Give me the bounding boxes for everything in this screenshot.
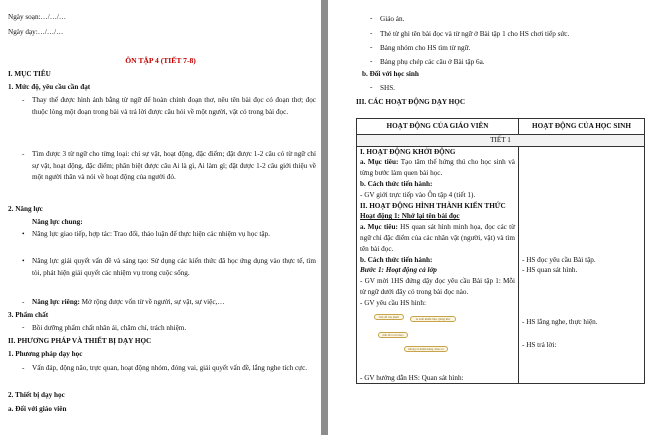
- bullet: -: [22, 364, 25, 372]
- bullet: -: [370, 14, 373, 22]
- activity-heading-1: I. HOẠT ĐỘNG KHỞI ĐỘNG: [360, 147, 456, 156]
- subsection-nang-luc: 2. Năng lực: [8, 205, 43, 213]
- table-header-row: [357, 119, 645, 135]
- bullet: -: [370, 29, 373, 37]
- lesson-table: [356, 118, 645, 384]
- tiet-heading: TIẾT 1: [357, 134, 645, 146]
- goal-paragraph-2: Tìm được 3 từ ngữ cho từng loại: chỉ sự vật, hoạt động, đặc điểm; đặt được 1-2 câu có từ ngữ chỉ sự vật, hoạt động, đặc điểm; phân biệt được câu Ai là gì, Ai làm gì; đặt được 1-2 câu giới thiệu về một người thân và nói về hoạt động của người đó.: [32, 150, 316, 182]
- picture-label: tu xuất khiến liệu, giúng khó: [410, 316, 456, 322]
- spacer: [522, 147, 641, 255]
- nang-luc-rieng-text: Mở rộng được vốn từ về người, sự vật, sự việc,…: [79, 298, 225, 306]
- section-hoat-dong: III. CÁC HOẠT ĐỘNG DẠY HỌC: [356, 98, 466, 106]
- student-step-3: - HS lắng nghe, thực hiện.: [522, 318, 598, 327]
- bullet: -: [370, 57, 373, 65]
- nang-luc-rieng-label: Năng lực riêng:: [32, 298, 80, 306]
- illustration-image: [374, 312, 456, 356]
- nang-luc-rieng: [32, 298, 225, 307]
- subsection-pham-chat: 3. Phẩm chất: [8, 311, 49, 319]
- objective-label: a. Mục tiêu:: [360, 158, 399, 167]
- bullet: -: [22, 323, 25, 331]
- step-1-heading: Bước 1: Hoạt động cả lớp: [360, 266, 437, 275]
- nang-luc-bullet-2: Năng lực giải quyết vấn đề và sáng tạo: Sử dụng các kiến thức đã học ứng dụng vào thực tế, tìm tòi, phát hiện giải quyết các nhiệm vụ trong cuộc sống.: [32, 257, 316, 277]
- bullet: -: [370, 43, 373, 51]
- phuong-phap-text: Vấn đáp, động não, trực quan, hoạt động nhóm, đóng vai, giải quyết vấn đề, lắng nghe tích cực.: [32, 364, 308, 372]
- subsection-giao-vien: a. Đối với giáo viên: [8, 405, 67, 413]
- bullet-dot: •: [22, 257, 25, 265]
- date-soan: Ngày soạn:…/…/…: [8, 13, 67, 21]
- goal-paragraph-1: Thay thế được hình ảnh bằng từ ngữ để hoàn chỉnh đoạn thơ, nêu tên bài đọc có đoạn thơ; đọc thuộc lòng một đoạn trong bài và trả lời được câu hỏi về một người, vật có trong bài đọc.: [32, 96, 316, 116]
- nang-luc-bullet-1: Năng lực giao tiếp, hợp tác: Trao đổi, thảo luận để thực hiện các nhiệm vụ học tập.: [32, 230, 270, 238]
- header-teacher: HOẠT ĐỘNG CỦA GIÁO VIÊN: [357, 119, 519, 135]
- nang-luc-chung-label: Năng lực chung:: [32, 218, 83, 226]
- table-row: [357, 134, 645, 146]
- equip-item-5: SHS.: [380, 84, 395, 92]
- method-label: b. Cách thức tiến hành:: [360, 255, 433, 264]
- student-column: [519, 146, 645, 384]
- bullet: -: [22, 96, 25, 104]
- teacher-step-3: - GV yêu cầu HS hình:: [360, 298, 426, 307]
- subsection-phuong-phap: 1. Phương pháp dạy học: [8, 350, 83, 358]
- teacher-column: [357, 146, 519, 384]
- header-student: HOẠT ĐỘNG CỦA HỌC SINH: [519, 119, 645, 135]
- document-page-right: [328, 0, 650, 435]
- objective-2: [360, 222, 515, 254]
- subsection-muc-do: 1. Mức độ, yêu cầu cần đạt: [8, 83, 91, 91]
- objective-text: Tạo tâm thế hứng thú cho học sinh và từng bước làm quen bài học.: [360, 158, 515, 178]
- student-step-2: - HS quan sát hình.: [522, 266, 578, 275]
- date-day: Ngày dạy:…/…/…: [8, 28, 64, 36]
- equip-item-2: Thẻ từ ghi tên bài đọc và từ ngữ ở Bài tập 1 cho HS chơi tiếp sức.: [380, 30, 570, 38]
- picture-label: bàn dỗ của phướ: [374, 314, 404, 320]
- bullet: -: [22, 298, 25, 306]
- page-title: ÔN TẬP 4 (TIẾT 7-8): [125, 56, 196, 65]
- objective-label: a. Mục tiêu:: [360, 223, 398, 232]
- bullet-dot: •: [22, 230, 25, 238]
- activity-heading-2: II. HOẠT ĐỘNG HÌNH THÀNH KIẾN THỨC: [360, 201, 506, 210]
- method-label: b. Cách thức tiến hành:: [360, 179, 433, 188]
- student-step-4: - HS trả lời:: [522, 340, 557, 349]
- student-step-1: - HS đọc yêu cầu Bài tập.: [522, 255, 596, 264]
- objective-text: HS quan sát hình minh họa, đọc các từ ngữ chỉ đặc điểm của các nhân vật (người, vật) và tìm tên bài đọc.: [360, 223, 515, 253]
- activity-1-heading: Hoạt động 1: Nhớ lại tên bài đọc: [360, 212, 460, 221]
- pham-chat-text: Bồi dưỡng phẩm chất nhân ái, chăm chỉ, trách nhiệm.: [32, 324, 187, 332]
- bullet: -: [22, 150, 25, 158]
- spacer: [522, 276, 641, 317]
- equip-item-1: Giáo án.: [380, 15, 405, 23]
- equip-item-3: Bảng nhóm cho HS tìm từ ngữ.: [380, 44, 471, 52]
- section-muc-tieu: I. MỤC TIÊU: [8, 70, 51, 78]
- subsection-hoc-sinh: b. Đối với học sinh: [362, 70, 419, 78]
- spacer: [522, 328, 641, 340]
- equip-item-4: Bảng phụ chép các câu ở Bài tập 6a.: [380, 58, 485, 66]
- objective-1: [360, 157, 515, 179]
- spacer: [360, 359, 515, 373]
- bullet: -: [370, 83, 373, 91]
- picture-label: khóng ôi thinh thàng, màu tót: [404, 346, 448, 352]
- picture-label: mắt dễ ra tìu mạo: [378, 332, 408, 338]
- teacher-step-2: - GV mời 1HS đứng dậy đọc yêu cầu Bài tập 1: Mỗi từ ngữ dưới đây có trong bài đọc nào.: [360, 277, 515, 296]
- teacher-step-4: - GV hướng dẫn HS: Quan sát hình:: [360, 373, 464, 382]
- section-phuong-phap: II. PHƯƠNG PHÁP VÀ THIẾT BỊ DẠY HỌC: [8, 337, 152, 345]
- teacher-step-1: - GV giới trực tiếp vào Ôn tập 4 (tiết 1).: [360, 190, 476, 199]
- document-page-left: [0, 0, 321, 435]
- table-row: [357, 146, 645, 384]
- subsection-thiet-bi: 2. Thiết bị dạy học: [8, 391, 65, 399]
